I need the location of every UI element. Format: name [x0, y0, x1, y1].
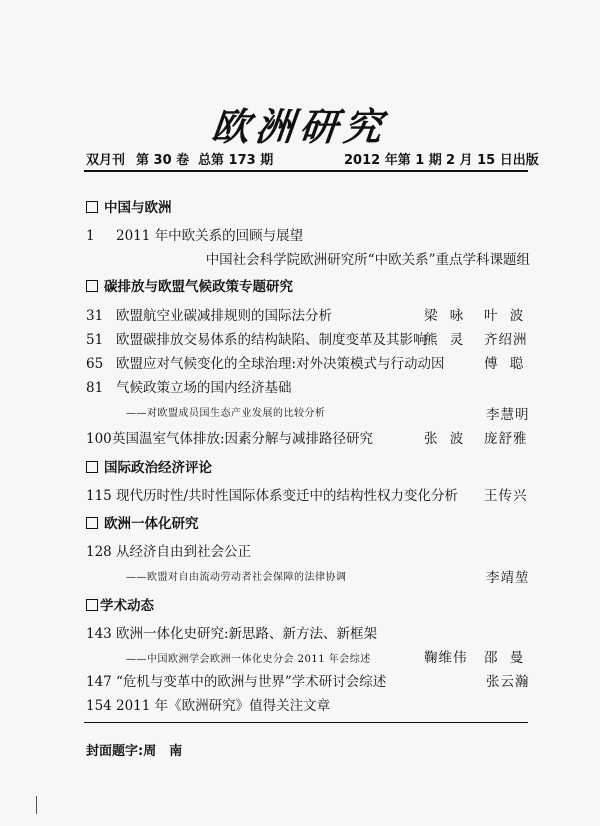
author: 李慧明 — [486, 407, 530, 423]
author: 张云瀚 — [486, 674, 530, 690]
subtitle: ——欧盟对自由流动劳动者社会保障的法律协调 — [126, 572, 347, 583]
author: 李靖堃 — [486, 570, 530, 586]
author: 王传兴 — [484, 488, 528, 504]
scan-mark — [36, 796, 37, 814]
author: 邵 曼 — [484, 650, 528, 666]
volume: 第 30 卷 — [136, 153, 190, 168]
toc-entry: 128 从经济自由到社会公正 — [86, 544, 251, 560]
checkbox-icon — [86, 201, 98, 213]
checkbox-icon — [86, 599, 98, 611]
toc-entry: 143 欧洲一体化史研究:新思路、新方法、新框架 — [86, 626, 378, 642]
footer-rule — [84, 722, 528, 723]
section-heading: 碳排放与欧盟气候政策专题研究 — [86, 275, 293, 295]
author: 叶 波 — [484, 308, 528, 324]
author: 齐绍洲 — [484, 332, 528, 348]
toc-entry: 51 欧盟碳排放交易体系的结构缺陷、制度变革及其影响 — [86, 332, 427, 348]
journal-title: 欧洲研究 — [209, 104, 391, 149]
issue-total: 总第 173 期 — [198, 153, 274, 168]
subtitle: ——对欧盟成员国生态产业发展的比较分析 — [126, 408, 326, 419]
author: 鞠维伟 — [424, 650, 468, 666]
toc-entry: 81 气候政策立场的国内经济基础 — [86, 380, 292, 396]
publish-date: 2 月 15 日出版 — [446, 153, 539, 168]
frequency: 双月刊 — [86, 153, 126, 168]
issue: 2012 年第 1 期 — [344, 153, 442, 168]
toc-entry: 115 现代历时性/共时性国际体系变迁中的结构性权力变化分析 — [86, 488, 459, 504]
toc-entry: 65 欧盟应对气候变化的全球治理:对外决策模式与行动动因 — [86, 356, 445, 372]
header-rule — [84, 170, 528, 172]
author: 梁 咏 — [424, 308, 468, 324]
section-heading: 中国与欧洲 — [86, 196, 172, 216]
author: 中国社会科学院欧洲研究所“中欧关系”重点学科课题组 — [205, 252, 530, 268]
author: 庞舒雅 — [484, 431, 528, 447]
toc-entry: 1 2011 年中欧关系的回顾与展望 — [86, 228, 304, 244]
toc-entry: 100英国温室气体排放:因素分解与减排路径研究 — [86, 431, 374, 447]
section-heading: 国际政治经济评论 — [86, 456, 212, 476]
checkbox-icon — [86, 461, 98, 473]
toc-entry: 154 2011 年《欧洲研究》值得关注文章 — [86, 698, 331, 714]
section-heading: 学术动态 — [86, 594, 154, 614]
section-heading: 欧洲一体化研究 — [86, 512, 199, 532]
checkbox-icon — [86, 280, 98, 292]
author: 熊 灵 — [424, 332, 468, 348]
checkbox-icon — [86, 517, 98, 529]
toc-entry: 147 “危机与变革中的欧洲与世界”学术研讨会综述 — [86, 674, 387, 690]
toc-entry: 31 欧盟航空业碳减排规则的国际法分析 — [86, 308, 332, 324]
author: 张 波 — [424, 431, 468, 447]
subtitle: ——中国欧洲学会欧洲一体化史分会 2011 年会综述 — [126, 654, 371, 665]
author: 傅 聪 — [484, 356, 528, 372]
cover-inscription: 封面题字:周 南 — [86, 744, 183, 759]
